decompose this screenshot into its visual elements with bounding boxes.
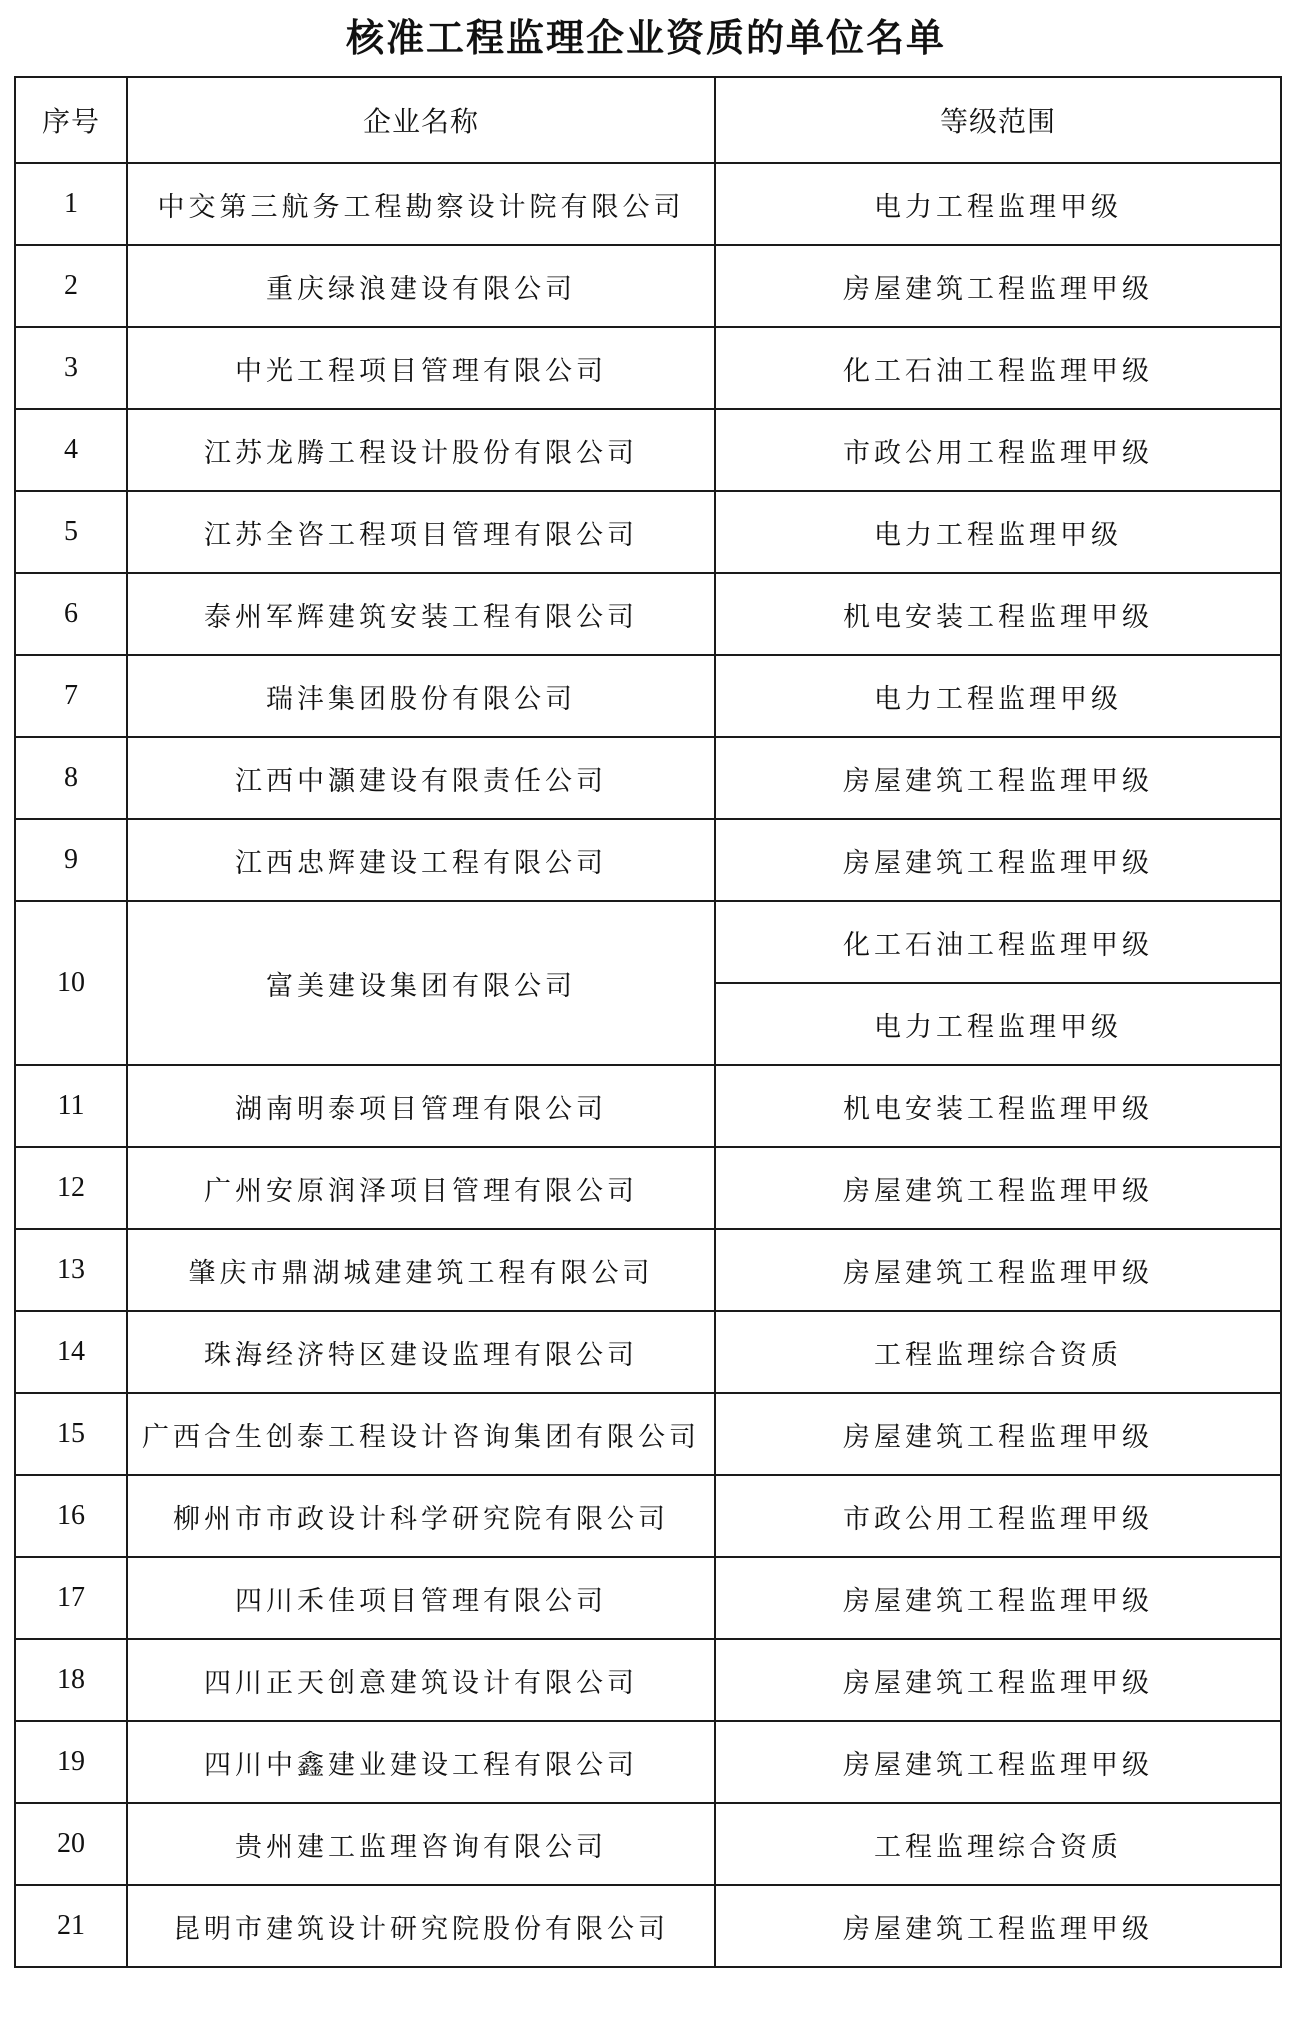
company-name: 四川中鑫建业建设工程有限公司: [127, 1721, 715, 1803]
company-name: 昆明市建筑设计研究院股份有限公司: [127, 1885, 715, 1967]
row-index: 9: [15, 819, 127, 901]
row-index: 10: [15, 901, 127, 1065]
row-index: 8: [15, 737, 127, 819]
company-name: 广西合生创泰工程设计咨询集团有限公司: [127, 1393, 715, 1475]
row-index: 16: [15, 1475, 127, 1557]
row-index: 15: [15, 1393, 127, 1475]
header-company: 企业名称: [127, 77, 715, 163]
qualification-scope: 电力工程监理甲级: [715, 163, 1281, 245]
table-row: [15, 327, 1281, 409]
table-body: [15, 163, 1281, 1967]
row-index: 20: [15, 1803, 127, 1885]
table-row: [15, 409, 1281, 491]
company-name: 珠海经济特区建设监理有限公司: [127, 1311, 715, 1393]
qualification-scope: 房屋建筑工程监理甲级: [715, 1557, 1281, 1639]
qualification-scope: 机电安装工程监理甲级: [715, 1065, 1281, 1147]
qualification-scope: 市政公用工程监理甲级: [715, 1475, 1281, 1557]
company-name: 肇庆市鼎湖城建建筑工程有限公司: [127, 1229, 715, 1311]
company-name: 重庆绿浪建设有限公司: [127, 245, 715, 327]
qualification-scope: 市政公用工程监理甲级: [715, 409, 1281, 491]
row-index: 17: [15, 1557, 127, 1639]
table-row: [15, 1639, 1281, 1721]
qualification-scope: 房屋建筑工程监理甲级: [715, 1147, 1281, 1229]
company-name: 四川禾佳项目管理有限公司: [127, 1557, 715, 1639]
row-index: 18: [15, 1639, 127, 1721]
qualification-scope: 电力工程监理甲级: [715, 491, 1281, 573]
table-row: [15, 1557, 1281, 1639]
table-row: [15, 737, 1281, 819]
table-row: [15, 573, 1281, 655]
company-name: 柳州市市政设计科学研究院有限公司: [127, 1475, 715, 1557]
table-row: [15, 655, 1281, 737]
table-row: [15, 1311, 1281, 1393]
row-index: 21: [15, 1885, 127, 1967]
qualification-scope: 房屋建筑工程监理甲级: [715, 1393, 1281, 1475]
table-row: [15, 245, 1281, 327]
table-row: [15, 1803, 1281, 1885]
company-name: 四川正天创意建筑设计有限公司: [127, 1639, 715, 1721]
company-name: 江西忠辉建设工程有限公司: [127, 819, 715, 901]
table-row: [15, 1885, 1281, 1967]
qualification-scope: 房屋建筑工程监理甲级: [715, 737, 1281, 819]
row-index: 13: [15, 1229, 127, 1311]
row-index: 6: [15, 573, 127, 655]
row-index: 3: [15, 327, 127, 409]
qualification-scope: 化工石油工程监理甲级: [715, 901, 1281, 983]
table-row: [15, 819, 1281, 901]
row-index: 7: [15, 655, 127, 737]
table-header-row: [15, 77, 1281, 163]
qualification-table: [14, 76, 1282, 1968]
company-name: 瑞沣集团股份有限公司: [127, 655, 715, 737]
table-row: [15, 1229, 1281, 1311]
qualification-scope: 房屋建筑工程监理甲级: [715, 1639, 1281, 1721]
row-index: 1: [15, 163, 127, 245]
company-name: 江苏龙腾工程设计股份有限公司: [127, 409, 715, 491]
table-row: [15, 1393, 1281, 1475]
company-name: 富美建设集团有限公司: [127, 901, 715, 1065]
qualification-scope: 机电安装工程监理甲级: [715, 573, 1281, 655]
header-scope: 等级范围: [715, 77, 1281, 163]
qualification-scope: 房屋建筑工程监理甲级: [715, 1885, 1281, 1967]
company-name: 湖南明泰项目管理有限公司: [127, 1065, 715, 1147]
row-index: 5: [15, 491, 127, 573]
company-name: 江西中灝建设有限责任公司: [127, 737, 715, 819]
document-title: 核准工程监理企业资质的单位名单: [345, 16, 946, 60]
row-index: 19: [15, 1721, 127, 1803]
table-row: [15, 1721, 1281, 1803]
company-name: 贵州建工监理咨询有限公司: [127, 1803, 715, 1885]
qualification-scope: 房屋建筑工程监理甲级: [715, 1229, 1281, 1311]
table-row: [15, 163, 1281, 245]
table-row: [15, 1147, 1281, 1229]
row-index: 11: [15, 1065, 127, 1147]
row-index: 2: [15, 245, 127, 327]
company-name: 江苏全咨工程项目管理有限公司: [127, 491, 715, 573]
row-index: 14: [15, 1311, 127, 1393]
table-row: [15, 491, 1281, 573]
company-name: 广州安原润泽项目管理有限公司: [127, 1147, 715, 1229]
table-row: [15, 1065, 1281, 1147]
table-row: [15, 901, 1281, 983]
qualification-scope: 房屋建筑工程监理甲级: [715, 1721, 1281, 1803]
table-row: [15, 1475, 1281, 1557]
company-name: 中交第三航务工程勘察设计院有限公司: [127, 163, 715, 245]
qualification-scope: 房屋建筑工程监理甲级: [715, 819, 1281, 901]
qualification-scope: 房屋建筑工程监理甲级: [715, 245, 1281, 327]
qualification-scope: 工程监理综合资质: [715, 1803, 1281, 1885]
qualification-scope: 电力工程监理甲级: [715, 655, 1281, 737]
qualification-scope: 工程监理综合资质: [715, 1311, 1281, 1393]
qualification-scope: 化工石油工程监理甲级: [715, 327, 1281, 409]
company-name: 泰州军辉建筑安装工程有限公司: [127, 573, 715, 655]
row-index: 4: [15, 409, 127, 491]
qualification-scope: 电力工程监理甲级: [715, 983, 1281, 1065]
row-index: 12: [15, 1147, 127, 1229]
company-name: 中光工程项目管理有限公司: [127, 327, 715, 409]
header-index: 序号: [15, 77, 127, 163]
